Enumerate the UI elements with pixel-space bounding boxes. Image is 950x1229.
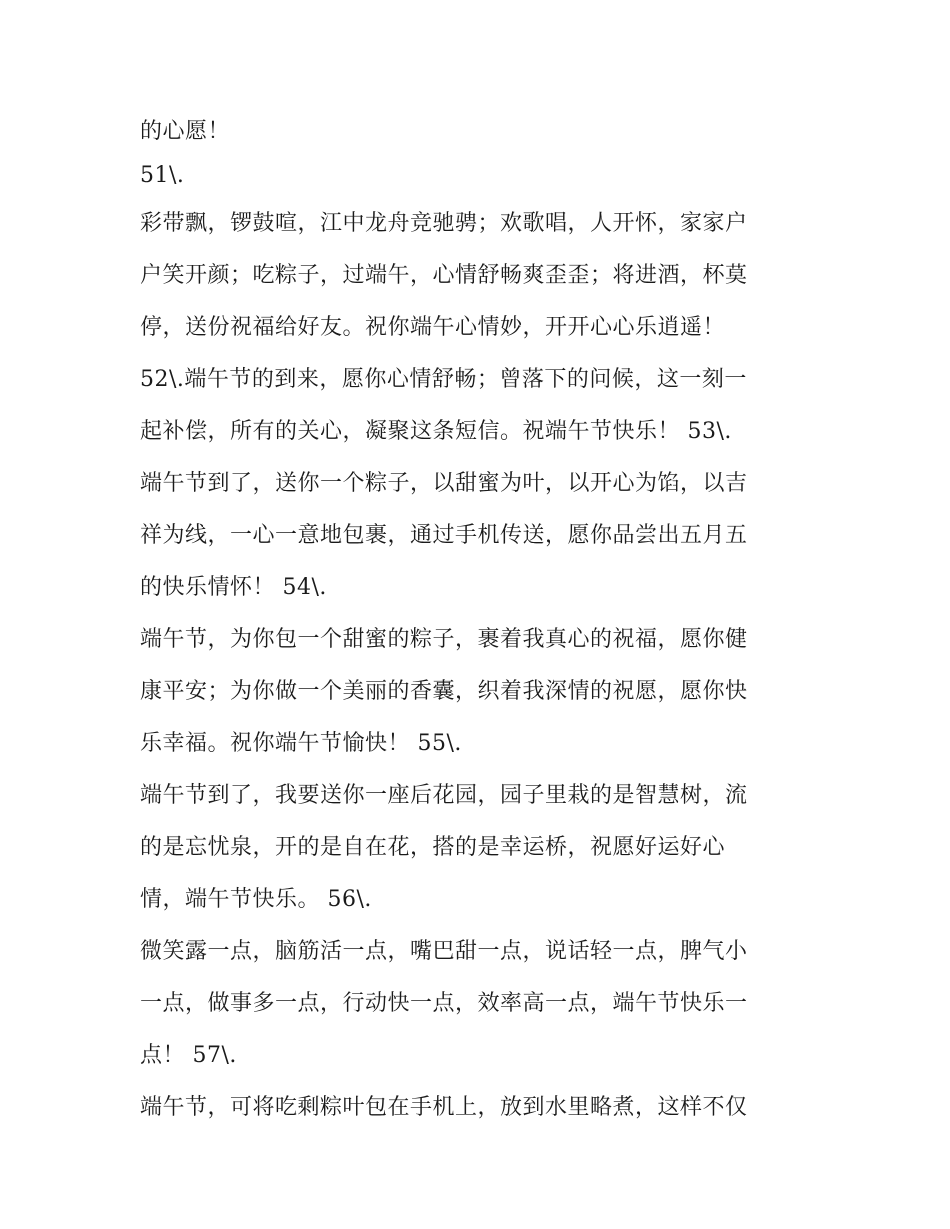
text-line: 康平安；为你做一个美丽的香囊，织着我深情的祝愿，愿你快 bbox=[140, 679, 748, 704]
text-line: 户笑开颜；吃粽子，过端午，心情舒畅爽歪歪；将进酒，杯莫 bbox=[140, 263, 748, 288]
text-line: 端午节，可将吃剩粽叶包在手机上，放到水里略煮，这样不仅 bbox=[140, 1095, 748, 1120]
text-line: 微笑露一点，脑筋活一点，嘴巴甜一点，说话轻一点，脾气小 bbox=[140, 939, 748, 964]
text-line: 停，送份祝福给好友。祝你端午心情妙，开开心心乐逍遥！ bbox=[140, 315, 726, 340]
document-body bbox=[140, 110, 820, 1134]
text-line: 端午节到了，我要送你一座后花园，园子里栽的是智慧树，流 bbox=[140, 783, 748, 808]
text-line: 祥为线，一心一意地包裹，通过手机传送，愿你品尝出五月五 bbox=[140, 523, 748, 548]
text-line: 情，端午节快乐。 56\. bbox=[140, 887, 372, 912]
text-line: 一点，做事多一点，行动快一点，效率高一点，端午节快乐一 bbox=[140, 991, 748, 1016]
text-line: 端午节，为你包一个甜蜜的粽子，裹着我真心的祝福，愿你健 bbox=[140, 627, 748, 652]
text-line: 点！ 57\. bbox=[140, 1043, 237, 1068]
text-line: 的心愿！ bbox=[140, 119, 231, 144]
text-line: 的是忘忧泉，开的是自在花，搭的是幸运桥，祝愿好运好心 bbox=[140, 835, 726, 860]
text-line: 51\. bbox=[140, 163, 185, 188]
text-line: 52\.端午节的到来，愿你心情舒畅；曾落下的问候，这一刻一 bbox=[140, 367, 747, 392]
text-line: 起补偿，所有的关心，凝聚这条短信。祝端午节快乐！ 53\. bbox=[140, 419, 732, 444]
text-line: 乐幸福。祝你端午节愉快！ 55\. bbox=[140, 731, 462, 756]
text-line: 彩带飘，锣鼓喧，江中龙舟竞驰骋；欢歌唱，人开怀，家家户 bbox=[140, 211, 748, 236]
text-line: 的快乐情怀！ 54\. bbox=[140, 575, 327, 600]
text-line: 端午节到了，送你一个粽子，以甜蜜为叶，以开心为馅，以吉 bbox=[140, 471, 748, 496]
